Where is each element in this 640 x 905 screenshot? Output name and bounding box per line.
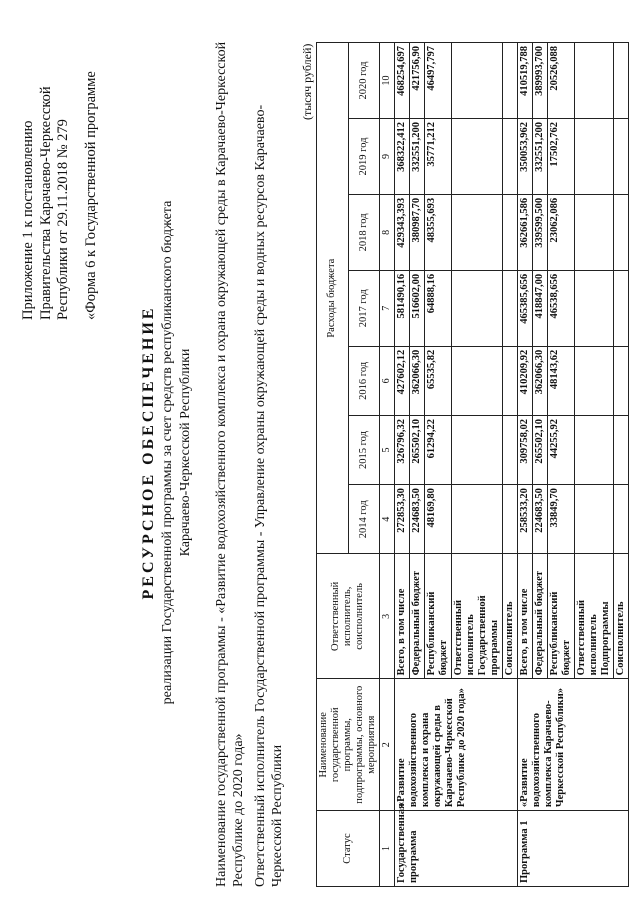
amount-cell bbox=[503, 43, 518, 119]
amount-cell: 339599,500 bbox=[533, 194, 548, 270]
amount-cell: 350053,962 bbox=[518, 119, 533, 195]
index-cell: 9 bbox=[380, 119, 395, 195]
index-cell: 7 bbox=[380, 270, 395, 346]
amount-cell bbox=[503, 415, 518, 484]
header-responsible: Ответственный исполнитель, соисполнитель bbox=[317, 554, 380, 679]
header-year: 2016 год bbox=[348, 346, 380, 415]
program-name-line: Наименование государственной программы - «Развитие водохозяйственного комплекса и охрана окружающей среды в Карачаево-Черкесской Республике до 2020 года» bbox=[214, 41, 246, 887]
header-year: 2017 год bbox=[348, 270, 380, 346]
amount-cell: 48143,62 bbox=[548, 346, 575, 415]
header-year: 2020 год bbox=[348, 43, 380, 119]
amount-cell bbox=[452, 43, 503, 119]
amount-cell bbox=[614, 415, 629, 484]
amount-cell: 65535,82 bbox=[425, 346, 452, 415]
amount-cell: 33849,70 bbox=[548, 485, 575, 554]
amount-cell: 410209,92 bbox=[518, 346, 533, 415]
appendix-line-3: Республики от 29.11.2018 № 279 bbox=[55, 119, 71, 320]
amount-cell: 272853,30 bbox=[395, 485, 410, 554]
amount-cell: 265502,10 bbox=[410, 415, 425, 484]
amount-cell bbox=[575, 346, 614, 415]
index-cell: 2 bbox=[380, 679, 395, 811]
amount-cell bbox=[614, 270, 629, 346]
funding-source-cell: Всего, в том числе bbox=[518, 554, 533, 679]
header-expenses: Расходы бюджета bbox=[317, 43, 349, 554]
table-row bbox=[395, 43, 410, 887]
amount-cell bbox=[575, 119, 614, 195]
amount-cell: 362066,30 bbox=[410, 346, 425, 415]
amount-cell: 429343,393 bbox=[395, 194, 410, 270]
funding-source-cell: Соисполнитель bbox=[503, 554, 518, 679]
index-cell: 3 bbox=[380, 554, 395, 679]
amount-cell: 64888,16 bbox=[425, 270, 452, 346]
header-year: 2015 год bbox=[348, 415, 380, 484]
amount-cell: 44255,92 bbox=[548, 415, 575, 484]
amount-cell: 380987,70 bbox=[410, 194, 425, 270]
funding-source-cell: Ответственный исполнитель Подпрограммы bbox=[575, 554, 614, 679]
amount-cell bbox=[575, 270, 614, 346]
appendix-line-1: Приложение 1 к постановлению bbox=[20, 120, 36, 320]
amount-cell bbox=[452, 415, 503, 484]
appendix-header bbox=[20, 86, 73, 320]
amount-cell: 48355,693 bbox=[425, 194, 452, 270]
funding-source-cell: Республиканский бюджет bbox=[548, 554, 575, 679]
index-cell: 10 bbox=[380, 43, 395, 119]
funding-source-cell: Соисполнитель bbox=[614, 554, 629, 679]
amount-cell: 421756,90 bbox=[410, 43, 425, 119]
amount-cell: 224683,50 bbox=[533, 485, 548, 554]
amount-cell: 23062,086 bbox=[548, 194, 575, 270]
amount-cell bbox=[614, 485, 629, 554]
amount-cell bbox=[452, 485, 503, 554]
amount-cell bbox=[614, 119, 629, 195]
page-title: РЕСУРСНОЕ ОБЕСПЕЧЕНИЕ bbox=[140, 305, 157, 600]
amount-cell bbox=[575, 485, 614, 554]
table-row bbox=[518, 43, 533, 887]
funding-source-cell: Федеральный бюджет bbox=[533, 554, 548, 679]
amount-cell: 468254,697 bbox=[395, 43, 410, 119]
amount-cell: 427602,12 bbox=[395, 346, 410, 415]
amount-cell: 418847,00 bbox=[533, 270, 548, 346]
amount-cell bbox=[614, 346, 629, 415]
program-name-cell: «Развитие водохозяйственного комплекса и охрана окружающей среды в Карачаево-Черкесской Республике до 2020 года» bbox=[395, 679, 518, 811]
amount-cell bbox=[614, 43, 629, 119]
amount-cell bbox=[452, 194, 503, 270]
units-label: (тысяч рублей) bbox=[300, 43, 314, 120]
amount-cell: 265502,10 bbox=[533, 415, 548, 484]
page-subtitle-2: Карачаево-Черкесской Республики bbox=[178, 348, 193, 557]
funding-source-cell: Всего, в том числе bbox=[395, 554, 410, 679]
header-year: 2019 год bbox=[348, 119, 380, 195]
index-cell: 5 bbox=[380, 415, 395, 484]
amount-cell: 17502,762 bbox=[548, 119, 575, 195]
amount-cell: 332551,200 bbox=[533, 119, 548, 195]
form-note: «Форма 6 к Государственной программе bbox=[83, 71, 99, 320]
amount-cell: 332551,200 bbox=[410, 119, 425, 195]
amount-cell bbox=[452, 346, 503, 415]
header-year: 2018 год bbox=[348, 194, 380, 270]
amount-cell: 362661,586 bbox=[518, 194, 533, 270]
funding-source-cell: Ответственный исполнитель Государственной программы bbox=[452, 554, 503, 679]
amount-cell bbox=[503, 485, 518, 554]
status-cell: Государственная программа bbox=[395, 811, 518, 887]
resource-table bbox=[316, 42, 629, 887]
amount-cell: 61294,22 bbox=[425, 415, 452, 484]
appendix-line-2: Правительства Карачаево-Черкесской bbox=[37, 86, 54, 320]
amount-cell bbox=[452, 270, 503, 346]
amount-cell: 516602,00 bbox=[410, 270, 425, 346]
amount-cell: 258533,20 bbox=[518, 485, 533, 554]
amount-cell bbox=[503, 346, 518, 415]
index-cell: 1 bbox=[380, 811, 395, 887]
page-subtitle: реализации Государственной программы за счет средств республиканского бюджета bbox=[160, 200, 175, 705]
amount-cell bbox=[452, 119, 503, 195]
funding-source-cell: Федеральный бюджет bbox=[410, 554, 425, 679]
amount-cell: 48169,80 bbox=[425, 485, 452, 554]
header-year: 2014 год bbox=[348, 485, 380, 554]
index-cell: 4 bbox=[380, 485, 395, 554]
amount-cell: 309758,02 bbox=[518, 415, 533, 484]
header-status: Статус bbox=[317, 811, 380, 887]
index-cell: 6 bbox=[380, 346, 395, 415]
amount-cell: 362066,30 bbox=[533, 346, 548, 415]
amount-cell: 20526,088 bbox=[548, 43, 575, 119]
amount-cell bbox=[503, 270, 518, 346]
header-name: Наименование государственной программы, подпрограммы, основного мероприятия bbox=[317, 679, 380, 811]
amount-cell: 46538,656 bbox=[548, 270, 575, 346]
index-row bbox=[380, 43, 395, 887]
index-cell: 8 bbox=[380, 194, 395, 270]
amount-cell bbox=[614, 194, 629, 270]
amount-cell: 368322,412 bbox=[395, 119, 410, 195]
executor-line: Ответственный исполнитель Государственной программы - Управление охраны окружающей среды и водных ресурсов Карачаево-Черкесской Республики bbox=[253, 104, 285, 887]
amount-cell bbox=[503, 194, 518, 270]
amount-cell bbox=[575, 43, 614, 119]
amount-cell: 224683,50 bbox=[410, 485, 425, 554]
amount-cell: 389993,700 bbox=[533, 43, 548, 119]
amount-cell: 46497,797 bbox=[425, 43, 452, 119]
amount-cell bbox=[575, 194, 614, 270]
status-cell: Программа 1 bbox=[518, 811, 629, 887]
amount-cell: 326796,32 bbox=[395, 415, 410, 484]
program-name-cell: «Развитие водохозяйственного комплекса Карачаево-Черкесской Республики» bbox=[518, 679, 629, 811]
amount-cell: 35771,212 bbox=[425, 119, 452, 195]
amount-cell bbox=[575, 415, 614, 484]
amount-cell: 410519,788 bbox=[518, 43, 533, 119]
amount-cell: 581490,16 bbox=[395, 270, 410, 346]
funding-source-cell: Республиканский бюджет bbox=[425, 554, 452, 679]
amount-cell: 465385,656 bbox=[518, 270, 533, 346]
amount-cell bbox=[503, 119, 518, 195]
